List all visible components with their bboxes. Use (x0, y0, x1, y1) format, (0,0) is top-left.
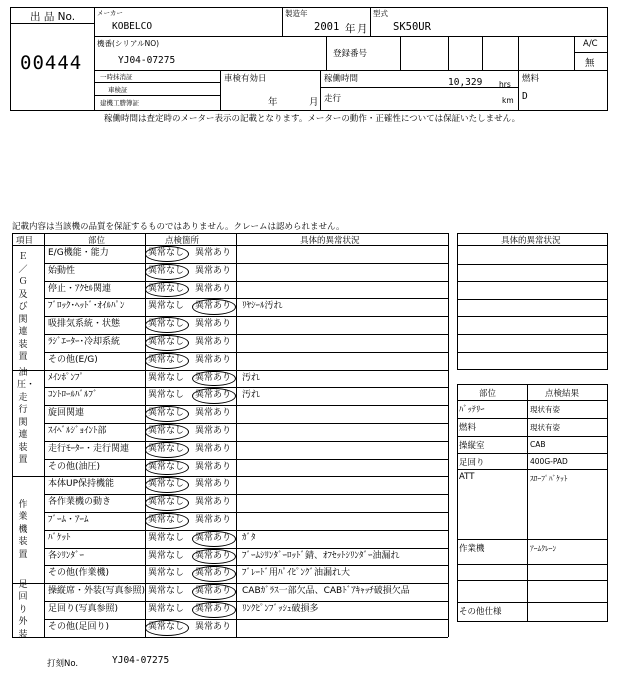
normal-option: 異常なし (148, 283, 185, 294)
abnormal-option: 異常あり (195, 515, 232, 525)
model-label: 型式 (373, 9, 388, 18)
fuel-value: D (522, 91, 528, 102)
inspection-cert-label: 車検証 (108, 86, 128, 94)
mileage-unit: km (502, 96, 514, 105)
normal-option: 異常なし (148, 372, 185, 383)
normal-option: 異常なし (148, 248, 185, 258)
abnormal-option: 異常あり (195, 479, 232, 490)
right-result-value: 現状有姿 (530, 423, 560, 432)
normal-option: 異常なし (148, 568, 185, 579)
abnormal-option: 異常あり (195, 283, 232, 294)
item-no-label: 出 品 No. (30, 11, 76, 23)
normal-option: 異常なし (148, 461, 185, 472)
abnormal-selected-mark (192, 531, 236, 547)
abnormal-option: 異常あり (195, 497, 232, 508)
right-part-label: 操縦室 (459, 441, 485, 451)
abnormal-option: 異常あり (195, 354, 232, 365)
abnormal-option: 異常あり (195, 248, 232, 258)
right-result-value: 現状有姿 (530, 405, 560, 414)
part-label: ﾌﾞﾛｯｸ･ﾍｯﾄﾞ･ｵｲﾙﾊﾟﾝ (48, 301, 125, 312)
normal-option: 異常なし (148, 337, 185, 347)
normal-option: 異常なし (148, 319, 185, 330)
expiry-year-unit: 年 (268, 97, 278, 108)
abnormal-option: 異常あり (195, 390, 232, 401)
temp-cert-label: 一時抹消証 (100, 73, 133, 81)
normal-selected-mark (145, 317, 189, 333)
normal-selected-mark (145, 335, 189, 351)
year-unit: 年 (345, 23, 356, 35)
maker-value: KOBELCO (112, 21, 153, 32)
mileage-label: 走行 (324, 94, 342, 104)
stamp-value: YJ04-07275 (112, 655, 170, 666)
year-value: 2001 (314, 21, 340, 33)
normal-selected-mark (145, 620, 189, 636)
inspection-expiry-label: 車検有効日 (224, 74, 267, 84)
hours-value: 10,329 (448, 77, 483, 88)
part-label: ｺﾝﾄﾛｰﾙﾊﾞﾙﾌﾞ (48, 390, 98, 401)
hours-label: 稼働時間 (324, 74, 359, 84)
inspection-row (44, 512, 448, 530)
part-label: 各ｼﾘﾝﾀﾞｰ (48, 550, 85, 561)
detail-text: ｶﾞﾀ (242, 532, 256, 543)
abnormal-option: 異常あり (195, 408, 232, 419)
right-result-header: 点検結果 (545, 389, 580, 399)
abnormal-option: 異常あり (195, 604, 232, 614)
construction-cert-label: 建機工謄簿証 (100, 99, 139, 107)
normal-option: 異常なし (148, 354, 185, 365)
header-check: 点検箇所 (165, 236, 200, 246)
part-label: 旋回関連 (48, 408, 85, 419)
normal-option: 異常なし (148, 532, 185, 543)
right-part-label: ﾊﾞｯﾃﾘｰ (459, 405, 485, 415)
normal-selected-mark (145, 353, 189, 369)
right-part-label: 足回り (459, 458, 485, 468)
normal-option: 異常なし (148, 515, 185, 525)
normal-option: 異常なし (148, 265, 185, 276)
inspection-row (44, 263, 448, 281)
fuel-label: 燃料 (522, 74, 540, 84)
part-label: その他(作業機) (48, 568, 110, 579)
normal-selected-mark (145, 424, 189, 440)
abnormal-option: 異常あり (195, 550, 232, 561)
abnormal-option: 異常あり (195, 568, 232, 579)
detail-text: 汚れ (242, 372, 261, 383)
abnormal-option: 異常あり (195, 586, 232, 597)
group-label-text: Ｅ／Ｇ及び関連装置 (18, 252, 28, 363)
detail-text: ﾘﾝｸﾋﾟﾝﾌﾞｯｼｭ破損多 (242, 604, 319, 614)
normal-option: 異常なし (148, 390, 185, 401)
normal-selected-mark (145, 264, 189, 280)
normal-option: 異常なし (148, 550, 185, 561)
abnormal-option: 異常あり (195, 265, 232, 276)
abnormal-option: 異常あり (195, 443, 232, 454)
maker-label: メーカー (97, 9, 123, 17)
right-part-label: 作業機 (459, 544, 485, 554)
normal-option: 異常なし (148, 604, 185, 614)
group-label-text: 油圧・走行関連装置 (17, 367, 36, 466)
right-result-value: ｽﾛｰﾌﾟﾊﾞｹｯﾄ (530, 474, 568, 483)
disclaimer: 記載内容は当該機の品質を保証するものではありません。クレームは認められません。 (12, 222, 345, 232)
item-no-value: 00444 (20, 52, 83, 74)
abnormal-option: 異常あり (195, 461, 232, 472)
inspection-row (44, 352, 448, 370)
normal-option: 異常なし (148, 426, 185, 436)
part-label: ﾒｲﾝﾎﾟﾝﾌﾟ (48, 372, 85, 383)
right-result-value: 400G-PAD (530, 457, 568, 466)
right-part-header: 部位 (479, 389, 497, 399)
abnormal-option: 異常あり (195, 532, 232, 543)
group-label-text: 足回り外装 (18, 579, 28, 640)
part-label: その他(E/G) (48, 354, 98, 365)
normal-selected-mark (145, 246, 189, 262)
abnormal-selected-mark (192, 602, 236, 618)
group-label-text: 作業機装置 (18, 499, 28, 560)
part-label: 操縦席・外装(写真参照) (48, 586, 146, 597)
model-value: SK50UR (393, 21, 431, 33)
serial-value: YJ04-07275 (118, 55, 176, 66)
detail-text: 汚れ (242, 390, 261, 401)
right-part-label: その他仕様 (459, 607, 502, 617)
part-label: 各作業機の動き (48, 497, 112, 508)
hours-note: 稼働時間は査定時のメーター表示の記載となります。メーターの動作・正確性については保証いたしません。 (104, 114, 521, 124)
normal-selected-mark (145, 442, 189, 458)
abnormal-option: 異常あり (195, 621, 232, 632)
group-label (17, 367, 36, 467)
reg-label: 登録番号 (333, 49, 368, 59)
part-label: 吸排気系統・状態 (48, 319, 121, 330)
abnormal-selected-mark (192, 584, 236, 600)
part-label: 始動性 (48, 265, 76, 276)
abnormal-option: 異常あり (195, 301, 232, 312)
expiry-month-unit: 月 (309, 97, 319, 108)
normal-selected-mark (145, 513, 189, 529)
normal-option: 異常なし (148, 301, 185, 312)
group-label (17, 251, 29, 364)
part-label: ﾊﾞｹｯﾄ (48, 532, 71, 543)
abnormal-option: 異常あり (195, 426, 232, 436)
part-label: ﾗｼﾞｴｰﾀｰ･冷却系統 (48, 337, 121, 347)
normal-option: 異常なし (148, 621, 185, 632)
month-unit: 月 (357, 23, 368, 35)
right-detail-header: 具体的異常状況 (501, 236, 561, 246)
inspection-row (44, 405, 448, 423)
detail-text: ﾌﾞｰﾑｼﾘﾝﾀﾞｰﾛｯﾄﾞ錆、ｵﾌｾｯﾄｼﾘﾝﾀﾞｰ油漏れ (242, 550, 400, 561)
stamp-label: 打刻No. (47, 659, 79, 669)
detail-text: ﾌﾞﾚｰﾄﾞ用ﾊﾟｲﾋﾟﾝｸﾞ油漏れ大 (242, 568, 351, 579)
ac-label: A/C (583, 39, 598, 49)
normal-option: 異常なし (148, 479, 185, 490)
part-label: ｽｲﾍﾞﾙｼﾞｮｲﾝﾄ部 (48, 426, 107, 436)
part-label: 本体UP保持機能 (48, 479, 115, 490)
group-label (17, 499, 29, 562)
detail-text: ﾘﾔｼｰﾙ汚れ (242, 301, 283, 312)
right-part-label: 燃料 (459, 423, 477, 433)
abnormal-option: 異常あり (195, 319, 232, 330)
part-label: ﾌﾞｰﾑ・ｱｰﾑ (48, 515, 89, 525)
normal-option: 異常なし (148, 443, 185, 454)
group-label (17, 579, 29, 642)
header-detail: 具体的異常状況 (300, 236, 360, 246)
abnormal-option: 異常あり (195, 337, 232, 347)
normal-selected-mark (145, 495, 189, 511)
hours-unit: hrs (499, 80, 511, 89)
part-label: 走行ﾓｰﾀｰ・走行関連 (48, 443, 130, 454)
abnormal-option: 異常あり (195, 372, 232, 383)
ac-value: 無 (585, 58, 595, 69)
part-label: E/G機能・能力 (48, 248, 109, 258)
part-label: その他(足回り) (48, 621, 110, 632)
normal-option: 異常なし (148, 497, 185, 508)
inspection-row (44, 459, 448, 477)
year-label: 製造年 (285, 9, 308, 18)
normal-option: 異常なし (148, 408, 185, 419)
part-label: その他(油圧) (48, 461, 101, 472)
right-result-value: CAB (530, 440, 546, 449)
part-label: 停止・ｱｸｾﾙ関連 (48, 283, 112, 294)
normal-option: 異常なし (148, 586, 185, 597)
detail-text: CABｶﾞﾗｽ一部欠品、CABﾄﾞｱｷｬｯﾁ破損欠品 (242, 586, 410, 597)
right-part-label: ATT (459, 472, 475, 482)
header-part: 部位 (88, 236, 106, 246)
serial-label: 機番(シリアルNO) (97, 39, 160, 48)
header-item: 項目 (16, 236, 34, 246)
right-result-value: ｱｰﾑｸﾚｰﾝ (530, 544, 557, 553)
part-label: 足回り(写真参照) (48, 604, 119, 614)
normal-selected-mark (145, 406, 189, 422)
